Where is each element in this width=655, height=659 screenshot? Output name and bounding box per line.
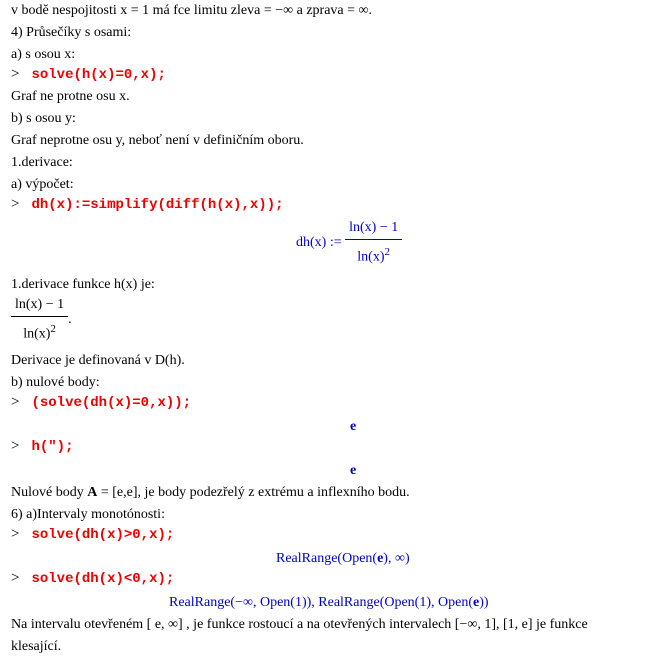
text-line: klesající.: [11, 639, 62, 654]
prompt-symbol: >: [11, 526, 20, 542]
prompt-symbol: >: [11, 438, 20, 454]
fraction-denominator: $\ln(x)^2$: [357, 246, 391, 265]
maple-command[interactable]: dh(x):=simplify(diff(h(x),x));: [31, 197, 284, 213]
fraction: [11, 297, 68, 343]
maple-output: e: [350, 463, 357, 478]
maple-command[interactable]: (solve(dh(x)=0,x));: [31, 395, 192, 411]
point-label: A: [87, 485, 98, 500]
maple-command[interactable]: solve(dh(x)>0,x);: [31, 527, 175, 543]
output-lhs: dh(x) :=: [296, 235, 342, 251]
text-line: a) s osou x:: [11, 47, 76, 62]
maple-input-line[interactable]: [11, 394, 191, 411]
text-line: Derivace je definovaná v D(h).: [11, 353, 185, 368]
maple-command[interactable]: h(");: [31, 439, 74, 455]
fraction-denominator: $\ln(x)^2$: [23, 323, 56, 342]
maple-input-line[interactable]: [11, 438, 73, 455]
text-line: Graf ne protne osu x.: [11, 89, 130, 104]
text-line: b) s osou y:: [11, 111, 76, 126]
prompt-symbol: >: [11, 570, 20, 586]
text-fraction: [11, 297, 72, 343]
fraction-numerator: ln(x) − 1: [345, 220, 402, 240]
maple-input-line[interactable]: [11, 570, 174, 587]
period: .: [68, 312, 72, 328]
maple-input-line[interactable]: [11, 196, 284, 213]
maple-output: RealRange(Open(e), ∞): [276, 551, 410, 566]
fraction: [345, 220, 402, 266]
maple-command[interactable]: solve(dh(x)<0,x);: [31, 571, 175, 587]
section-heading: 6) a)Intervaly monotónosti:: [11, 507, 165, 522]
prompt-symbol: >: [11, 196, 20, 212]
text-line: Graf neprotne osu y, neboť není v definičním oboru.: [11, 133, 304, 148]
text-line: a) výpočet:: [11, 177, 74, 192]
section-heading: 1.derivace:: [11, 155, 73, 170]
maple-output: [296, 220, 402, 266]
maple-command[interactable]: solve(h(x)=0,x);: [31, 67, 166, 83]
maple-output: e: [350, 419, 357, 434]
fraction-numerator: ln(x) − 1: [11, 297, 68, 317]
text-line: Na intervalu otevřeném [ e, ∞] , je funkce rostoucí a na otevřených intervalech [−∞, 1], [1, e] je funkce: [11, 617, 588, 632]
maple-output: RealRange(−∞, Open(1)), RealRange(Open(1), Open(e)): [169, 595, 489, 610]
section-heading: 4) Průsečíky s osami:: [11, 25, 132, 40]
maple-input-line[interactable]: [11, 526, 174, 543]
text-line: v bodě nespojitosti x = 1 má fce limitu zleva = −∞ a zprava = ∞.: [11, 3, 373, 18]
text-line: Nulové body A = [e,e], je body podezřelý z extrému a inflexního bodu.: [11, 485, 410, 500]
maple-input-line[interactable]: [11, 66, 166, 83]
prompt-symbol: >: [11, 66, 20, 82]
text-line: 1.derivace funkce h(x) je:: [11, 277, 155, 292]
prompt-symbol: >: [11, 394, 20, 410]
text-line: b) nulové body:: [11, 375, 100, 390]
